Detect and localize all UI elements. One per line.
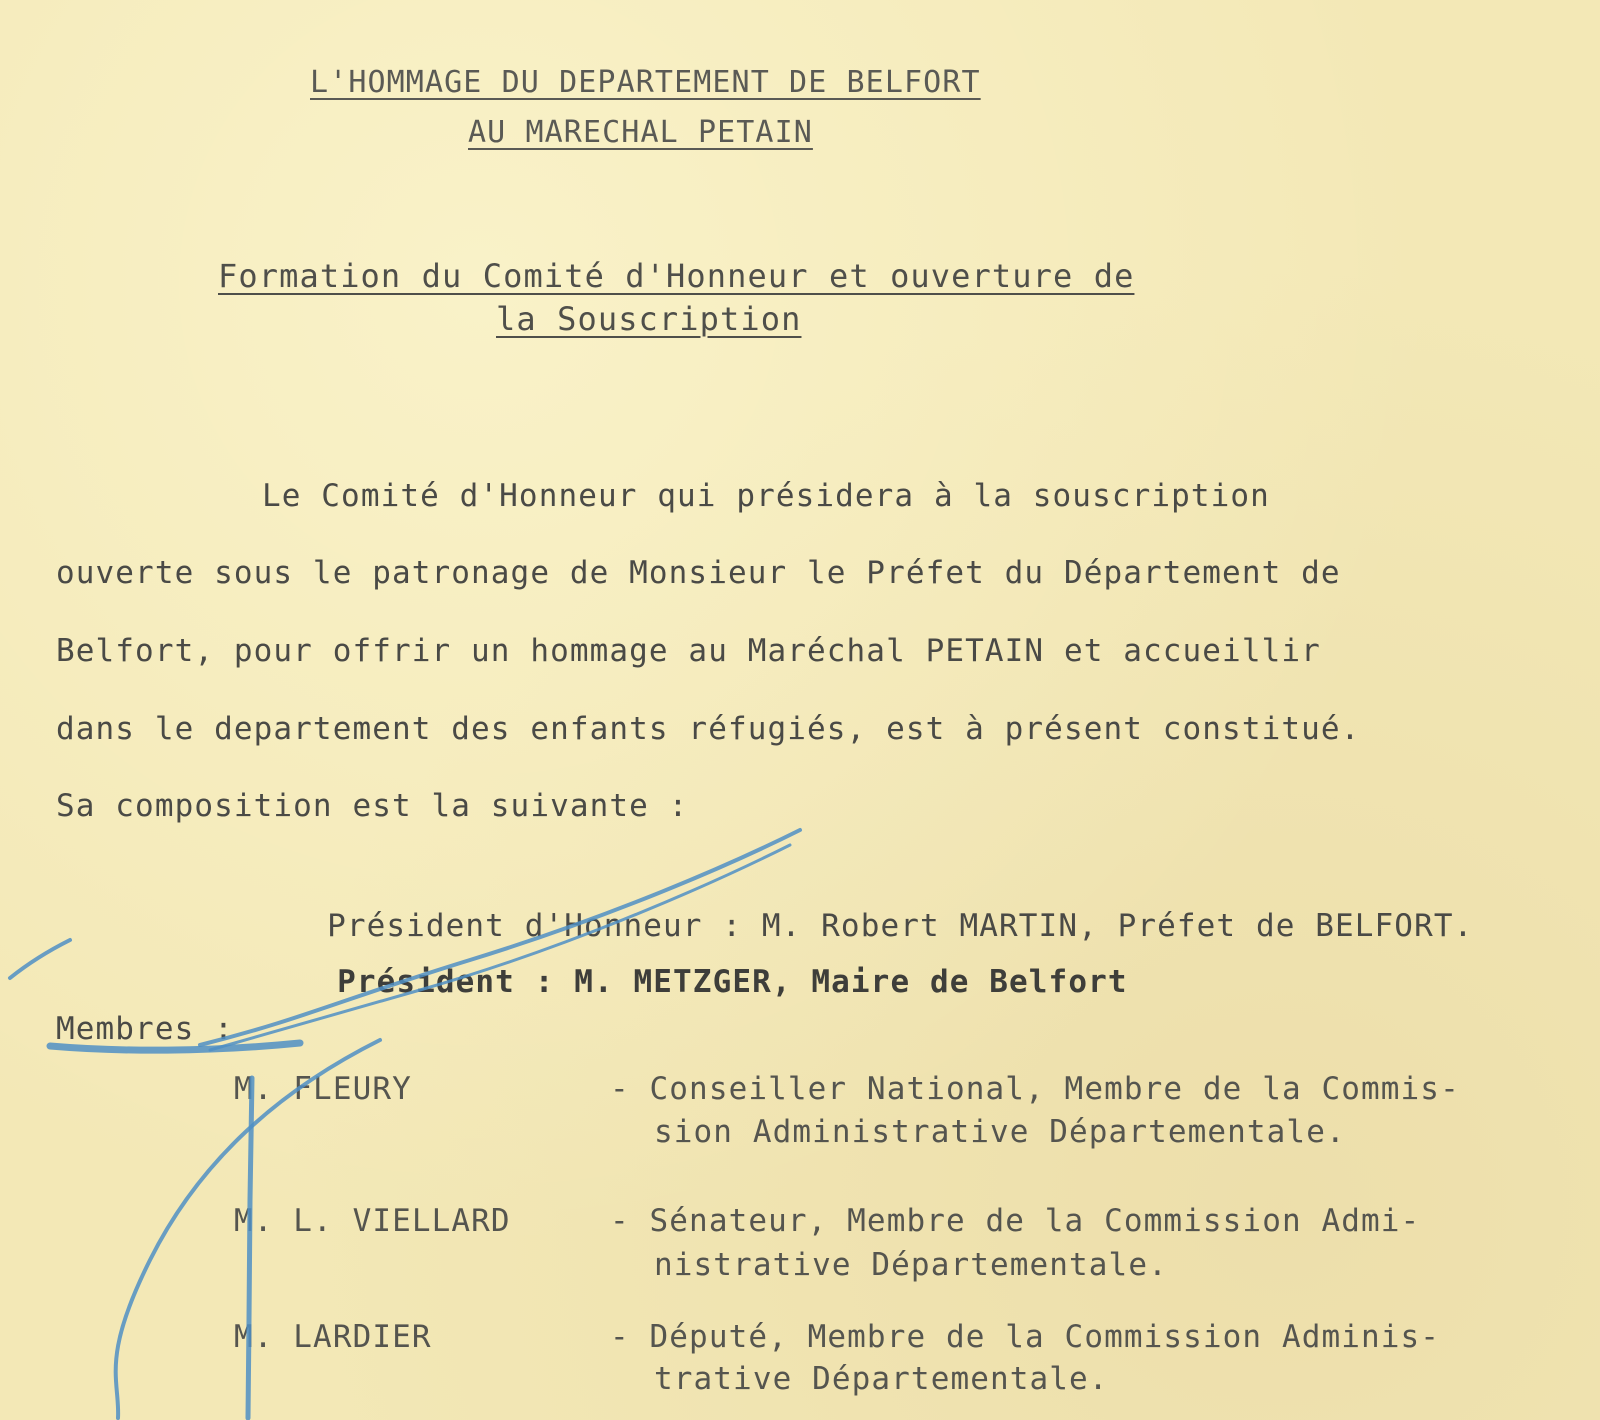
member-description-line-2: trative Départementale. <box>654 1361 1109 1397</box>
document-title-line-1: L'HOMMAGE DU DEPARTEMENT DE BELFORT <box>310 65 981 100</box>
ink-flourish-stroke <box>10 940 70 978</box>
ink-bracket-stroke <box>248 1078 252 1418</box>
member-name: M. LARDIER <box>234 1319 432 1355</box>
document-title-line-2: AU MARECHAL PETAIN <box>468 115 813 150</box>
member-description-line-2: sion Administrative Départementale. <box>654 1114 1346 1150</box>
honorary-president-value: : M. Robert MARTIN, Préfet de BELFORT. <box>722 908 1474 944</box>
president-label: Président <box>337 964 515 1000</box>
body-line-2: ouverte sous le patronage de Monsieur le Préfet du Département de <box>56 555 1341 591</box>
document-subtitle-line-1: Formation du Comité d'Honneur et ouverture de <box>218 257 1135 295</box>
member-name: M. L. VIELLARD <box>234 1203 511 1239</box>
body-line-5: Sa composition est la suivante : <box>56 788 689 824</box>
body-line-4: dans le departement des enfants réfugiés, est à présent constitué. <box>56 711 1361 747</box>
president-value: : M. METZGER, Maire de Belfort <box>534 964 1128 1000</box>
members-heading: Membres : <box>56 1011 234 1047</box>
member-name: M. FLEURY <box>234 1071 412 1107</box>
document-subtitle-line-2: la Souscription <box>496 300 802 338</box>
president-row <box>258 936 1128 1029</box>
body-line-1: Le Comité d'Honneur qui présidera à la souscription <box>262 478 1270 514</box>
honorary-president-label: Président d'Honneur <box>327 908 703 944</box>
member-description-line-1: - Conseiller National, Membre de la Commis- <box>610 1071 1460 1107</box>
member-description-line-2: nistrative Départementale. <box>654 1247 1168 1283</box>
body-line-3: Belfort, pour offrir un hommage au Maréchal PETAIN et accueillir <box>56 633 1321 669</box>
member-description-line-1: - Sénateur, Membre de la Commission Admi- <box>610 1203 1421 1239</box>
member-description-line-1: - Député, Membre de la Commission Adminis- <box>610 1319 1441 1355</box>
